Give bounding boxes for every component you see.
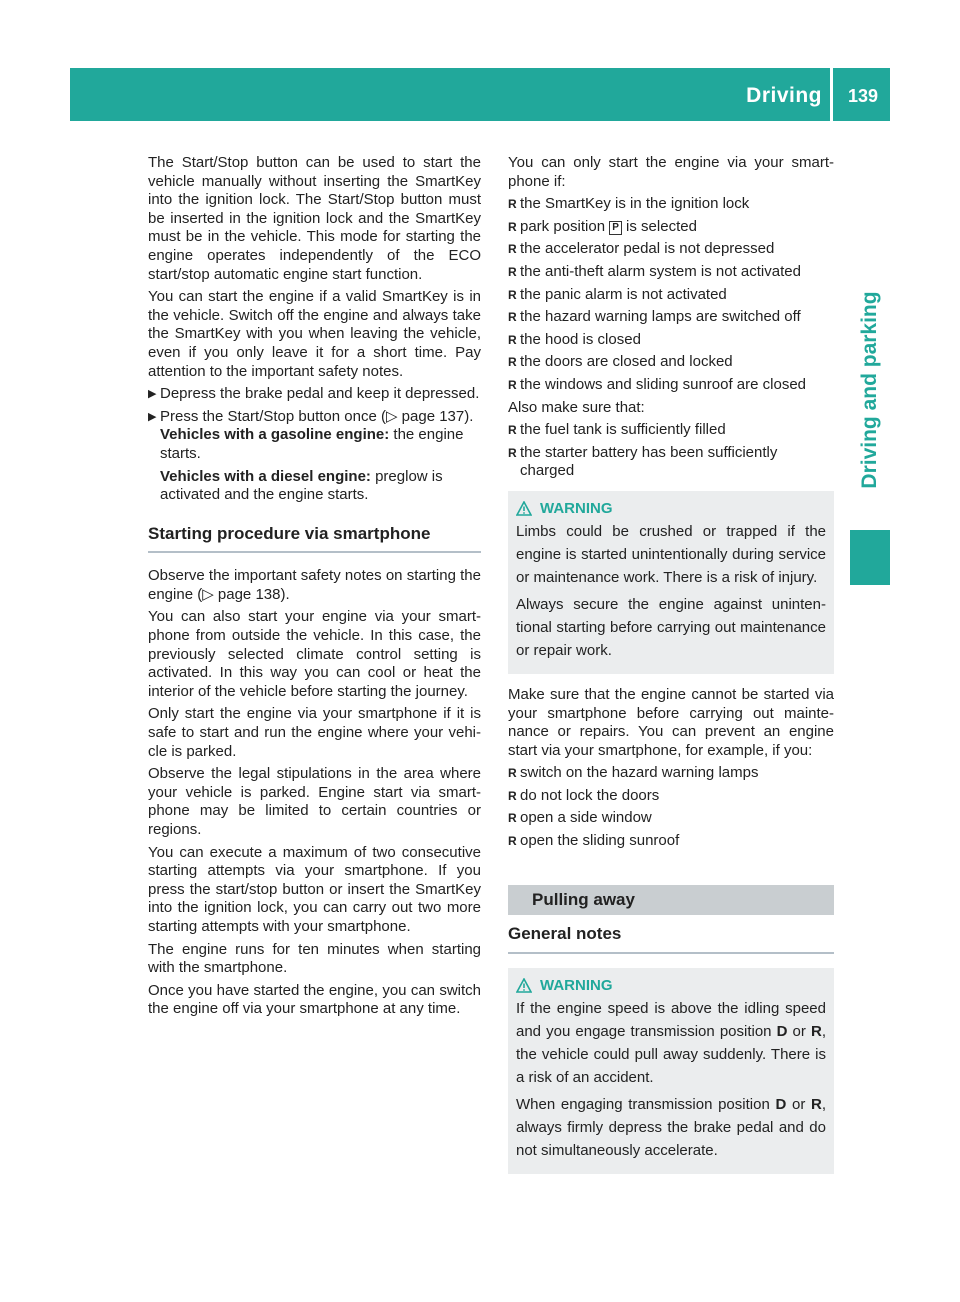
condition-list [508, 195, 834, 394]
list-item-text: park position [520, 217, 610, 235]
gear-d: D [775, 1095, 787, 1113]
gasoline-text: the engine starts. [160, 426, 464, 462]
warning-text-part: or [786, 1095, 811, 1113]
right-column [508, 154, 834, 1186]
warning-text-part: , the vehicle could pull away suddenly. There is a risk of an accident. [516, 1022, 826, 1086]
list-item [508, 218, 834, 237]
paragraph: Only start the engine via your smartphone if it is safe to start and run the engine where your vehicle is parked. [148, 705, 481, 760]
section-title: Pulling away [508, 885, 834, 916]
prevention-list [508, 764, 834, 850]
paragraph: Observe the important safety notes on starting the engine (▷ page 138). [148, 567, 481, 603]
paragraph: You can also start your engine via your smartphone from outside the vehicle. In this case, the previously selected climate control setting is activated. In this way you can cool or heat the interior of the vehicle before starting the journey. [148, 608, 481, 700]
step-item [148, 385, 481, 404]
diesel-text: preglow is activated and the engine starts. [160, 467, 443, 504]
paragraph: The engine runs for ten minutes when starting with the smartphone. [148, 940, 481, 977]
page-number: 139 [847, 86, 878, 106]
warning-text [516, 1093, 826, 1162]
step-text: Press the Start/Stop button once (▷ page 137). [160, 407, 474, 425]
list-item: R open a side window [508, 809, 834, 828]
list-item: R the hood is closed [508, 331, 834, 350]
gear-r: R [810, 1022, 822, 1040]
step-item [148, 408, 481, 505]
paragraph: Also make sure that: [508, 398, 645, 416]
side-tab [850, 290, 890, 490]
gasoline-label: Vehicles with a gasoline engine: [160, 426, 390, 444]
paragraph: Observe the legal stipulations in the area where your vehicle is parked. Engine start via smartphone may be limited to certain countries or regions. [148, 765, 481, 838]
paragraph: Make sure that the engine cannot be started via your smartphone before carrying out maintenance or repairs. You can prevent an engine start via your smartphone, for example, if you: [508, 685, 834, 759]
list-item: R the doors are closed and locked [508, 353, 834, 372]
list-item: R the panic alarm is not activated [508, 286, 834, 305]
warning-text: Always secure the engine against unintentional starting before carrying out maintenance or repair work. [516, 595, 826, 659]
step-list [148, 385, 481, 505]
paragraph: The Start/Stop button can be used to start the vehicle manually without inserting the SmartKey into the ignition lock. The Start/Stop button must be inserted in the ignition lock and the SmartKey must be in the vehicle. This mode for starting the engine operates independently of the ECO start/stop automatic engine start function. [148, 154, 481, 283]
paragraph: You can execute a maximum of two consecutive starting attempts via your smartphone. If you press the start/stop button or insert the SmartKey into the ignition lock, you can carry out two more starting attempts with your smartphone. [148, 843, 481, 935]
list-item: R the fuel tank is sufficiently filled [508, 421, 834, 440]
list-item: R switch on the hazard warning lamps [508, 764, 834, 783]
step-text: Depress the brake pedal and keep it depressed. [160, 385, 480, 403]
list-item: R the windows and sliding sunroof are closed [508, 376, 834, 395]
list-item-text: is selected [621, 217, 697, 235]
paragraph: You can start the engine if a valid SmartKey is in the vehicle. Switch off the engine and always take the SmartKey with you when leaving the vehicle, even if you only leave it for a short time. Pay attention to the important safety notes. [148, 288, 481, 380]
warning-text-part: If the engine speed is above the idling speed and you engage transmission position [516, 999, 826, 1040]
header-bar [70, 68, 890, 121]
warning-header [516, 974, 826, 997]
list-item: R the hazard warning lamps are switched off [508, 308, 834, 327]
warning-header [516, 497, 826, 520]
gear-r: R [810, 1095, 822, 1113]
list-item: R the accelerator pedal is not depressed [508, 240, 834, 259]
warning-text-part: , always firmly depress the brake pedal and do not simultaneously accelerate. [516, 1095, 826, 1159]
warning-label: WARNING [540, 976, 613, 994]
diesel-label: Vehicles with a diesel engine: [160, 467, 371, 485]
park-key-icon: P [609, 221, 622, 235]
header-divider [830, 68, 833, 121]
warning-text-part: or [787, 1022, 811, 1040]
section-heading: General notes [508, 925, 834, 954]
warning-box [508, 968, 834, 1174]
list-item: R open the sliding sunroof [508, 832, 834, 851]
list-item: R do not lock the doors [508, 787, 834, 806]
warning-text: Limbs could be crushed or trapped if the engine is started unintentionally during service or maintenance work. There is a risk of injury. [516, 522, 826, 586]
side-tab-marker [850, 530, 890, 585]
warning-text [516, 997, 826, 1089]
side-tab-label: Driving and parking [858, 291, 881, 489]
paragraph: You can only start the engine via your smartphone if: [508, 154, 834, 190]
list-item: R the starter battery has been sufficiently charged [508, 444, 834, 481]
warning-label: WARNING [540, 499, 613, 517]
paragraph: Once you have started the engine, you can switch the engine off via your smartphone at any time. [148, 981, 481, 1018]
warning-triangle-icon [516, 501, 532, 516]
gear-d: D [776, 1022, 788, 1040]
warning-box [508, 491, 834, 674]
list-item: R the SmartKey is in the ignition lock [508, 195, 834, 214]
chapter-title: Driving [746, 84, 822, 107]
left-column [148, 154, 481, 1023]
warning-text-part: When engaging transmission position [516, 1095, 776, 1113]
section-heading: Starting procedure via smartphone [148, 525, 481, 554]
list-item: R the anti-theft alarm system is not activated [508, 263, 834, 282]
diesel-note [160, 468, 481, 505]
warning-triangle-icon [516, 978, 532, 993]
also-list [508, 421, 834, 481]
